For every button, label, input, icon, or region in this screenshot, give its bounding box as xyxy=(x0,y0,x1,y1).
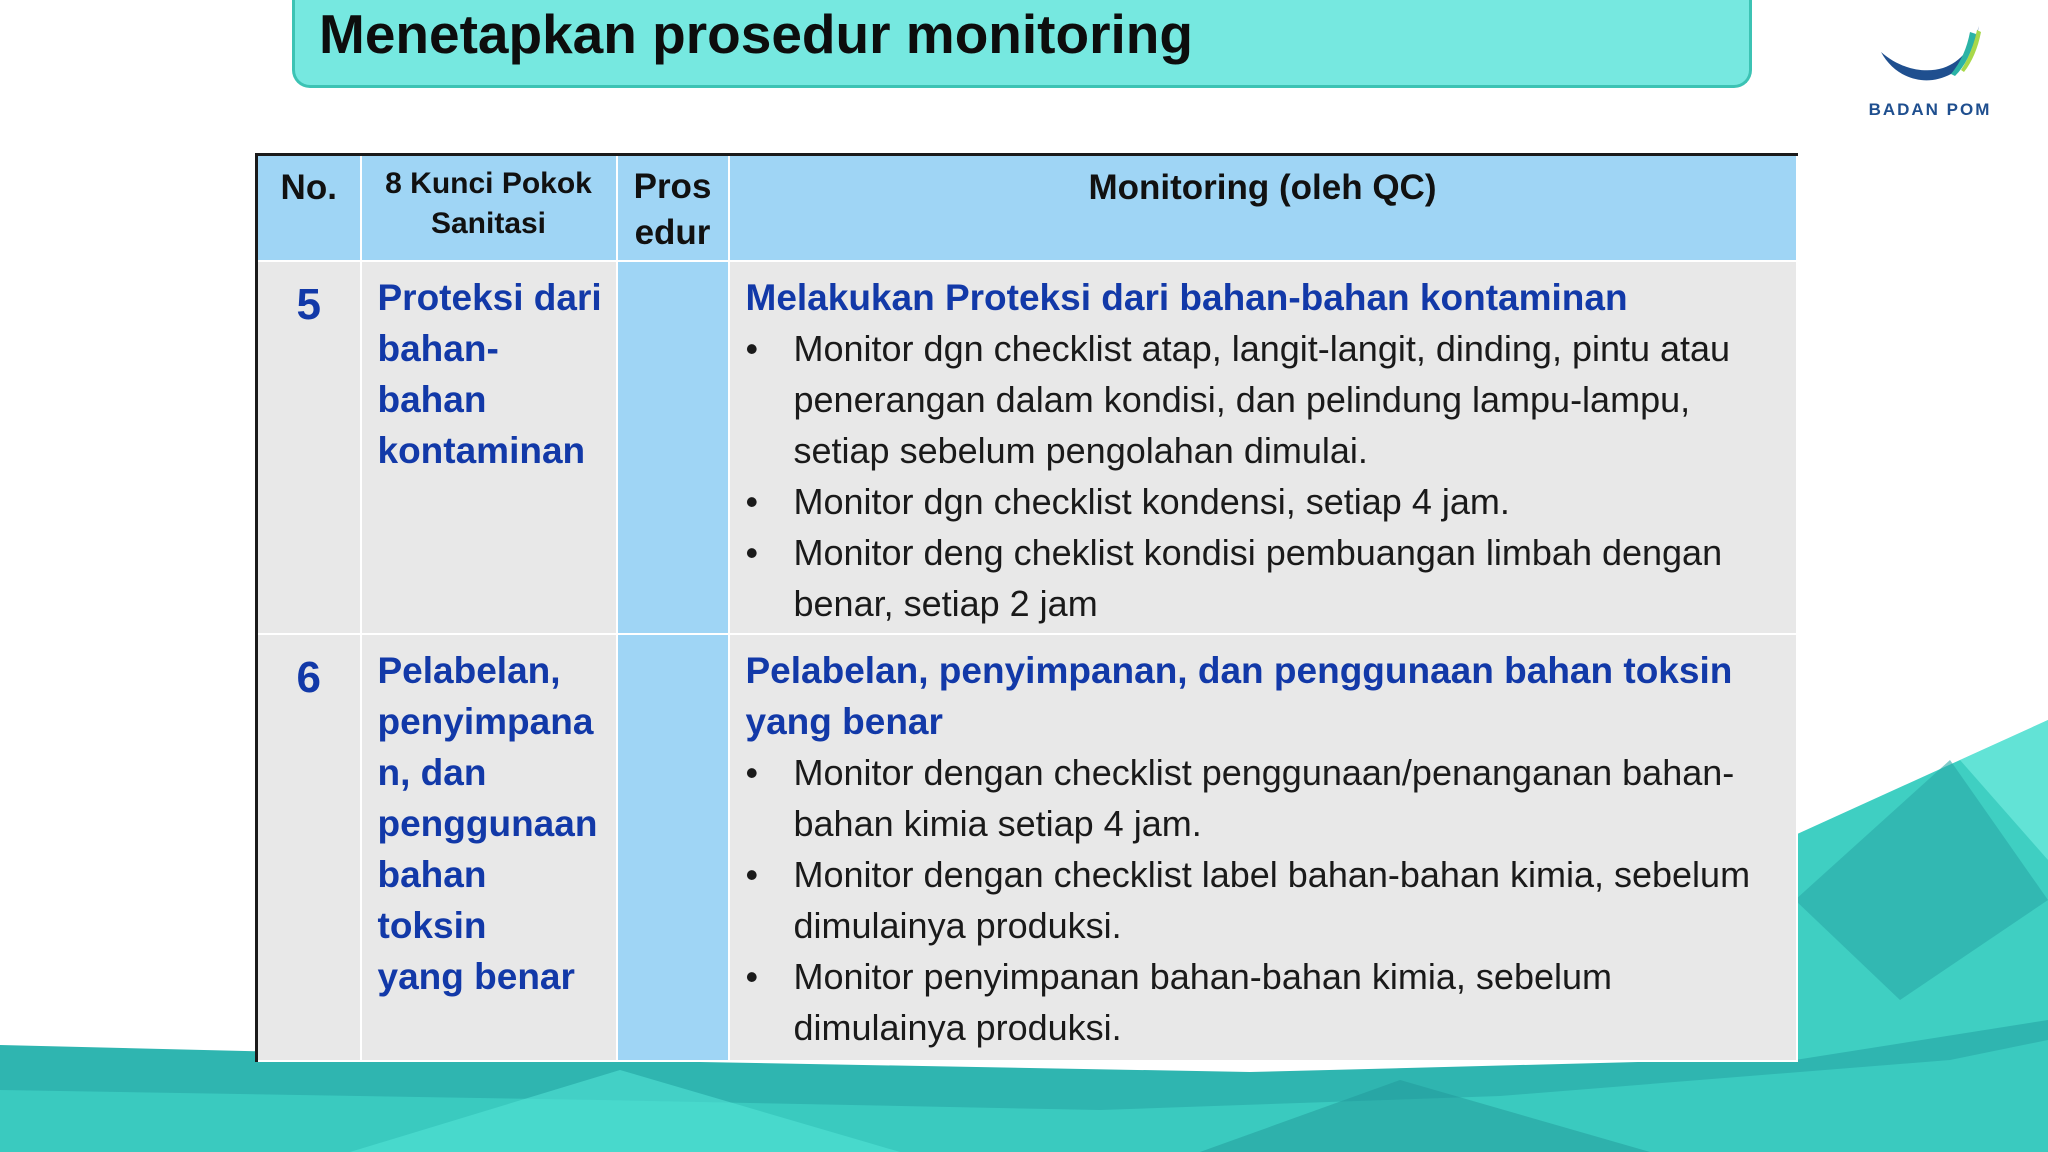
bullet-icon: • xyxy=(745,327,759,369)
monitoring-heading: Melakukan Proteksi dari bahan-bahan kontaminan xyxy=(745,276,1628,318)
title-bar xyxy=(292,0,1752,88)
monitoring-list xyxy=(746,323,1776,629)
bullet-icon: • xyxy=(745,480,759,522)
monitoring-cell xyxy=(729,634,1797,1061)
list-item-text: Monitor dengan checklist label bahan-bahan kimia, sebelum dimulainya produksi. xyxy=(793,853,1751,946)
key-point-cell xyxy=(361,261,617,634)
monitoring-table xyxy=(255,153,1798,1062)
bullet-icon: • xyxy=(745,751,759,793)
key-point-line: n, dan xyxy=(377,751,487,793)
list-item xyxy=(746,747,1776,849)
monitoring-heading: Pelabelan, penyimpanan, dan penggunaan bahan toksin yang benar xyxy=(745,649,1733,742)
table-row xyxy=(257,261,1797,634)
procedure-cell xyxy=(617,634,729,1061)
header-key-points xyxy=(361,155,617,261)
table-header xyxy=(257,155,1797,261)
badan-pom-swoosh-icon xyxy=(1877,22,1987,104)
key-point-line: kontaminan xyxy=(377,429,586,471)
header-pros-line1: Pros xyxy=(633,167,712,206)
key-point-line: bahan toksin xyxy=(377,853,487,946)
row-number: 5 xyxy=(257,261,361,634)
key-point-line: yang benar xyxy=(377,955,575,997)
header-key-line1: 8 Kunci Pokok xyxy=(385,167,592,200)
table-row xyxy=(257,634,1797,1061)
key-point-line: Pelabelan, xyxy=(377,649,561,691)
table-header-row xyxy=(257,155,1797,261)
header-no: No. xyxy=(257,155,361,261)
key-point-line: Proteksi dari xyxy=(377,276,602,318)
list-item xyxy=(746,323,1776,476)
key-point-line: penyimpana xyxy=(377,700,594,742)
list-item-text: Monitor dgn checklist atap, langit-langit, dinding, pintu atau penerangan dalam kondisi, dan pelindung lampu-lampu, setiap sebelum pengolahan dimulai. xyxy=(793,327,1731,471)
monitoring-list xyxy=(746,747,1776,1053)
bullet-icon: • xyxy=(745,531,759,573)
monitoring-cell xyxy=(729,261,1797,634)
badan-pom-logo xyxy=(1855,22,2005,122)
list-item-text: Monitor deng cheklist kondisi pembuangan limbah dengan benar, setiap 2 jam xyxy=(793,531,1723,624)
list-item-text: Monitor dengan checklist penggunaan/penanganan bahan-bahan kimia setiap 4 jam. xyxy=(793,751,1735,844)
procedure-cell xyxy=(617,261,729,634)
bullet-icon: • xyxy=(745,955,759,997)
header-monitoring: Monitoring (oleh QC) xyxy=(729,155,1797,261)
list-item xyxy=(746,849,1776,951)
header-key-line2: Sanitasi xyxy=(430,207,547,240)
key-point-line: penggunaan xyxy=(377,802,598,844)
list-item xyxy=(746,951,1776,1053)
bullet-icon: • xyxy=(745,853,759,895)
list-item-text: Monitor penyimpanan bahan-bahan kimia, sebelum dimulainya produksi. xyxy=(793,955,1612,1048)
slide-title: Menetapkan prosedur monitoring xyxy=(319,3,1193,65)
key-point-cell xyxy=(361,634,617,1061)
logo-text: BADAN POM xyxy=(1868,100,1992,119)
key-point-line: bahan-bahan xyxy=(377,327,499,420)
list-item-text: Monitor dgn checklist kondensi, setiap 4 jam. xyxy=(793,480,1510,522)
row-number: 6 xyxy=(257,634,361,1061)
header-procedure xyxy=(617,155,729,261)
list-item xyxy=(746,476,1776,527)
list-item xyxy=(746,527,1776,629)
header-pros-line2: edur xyxy=(634,213,711,252)
